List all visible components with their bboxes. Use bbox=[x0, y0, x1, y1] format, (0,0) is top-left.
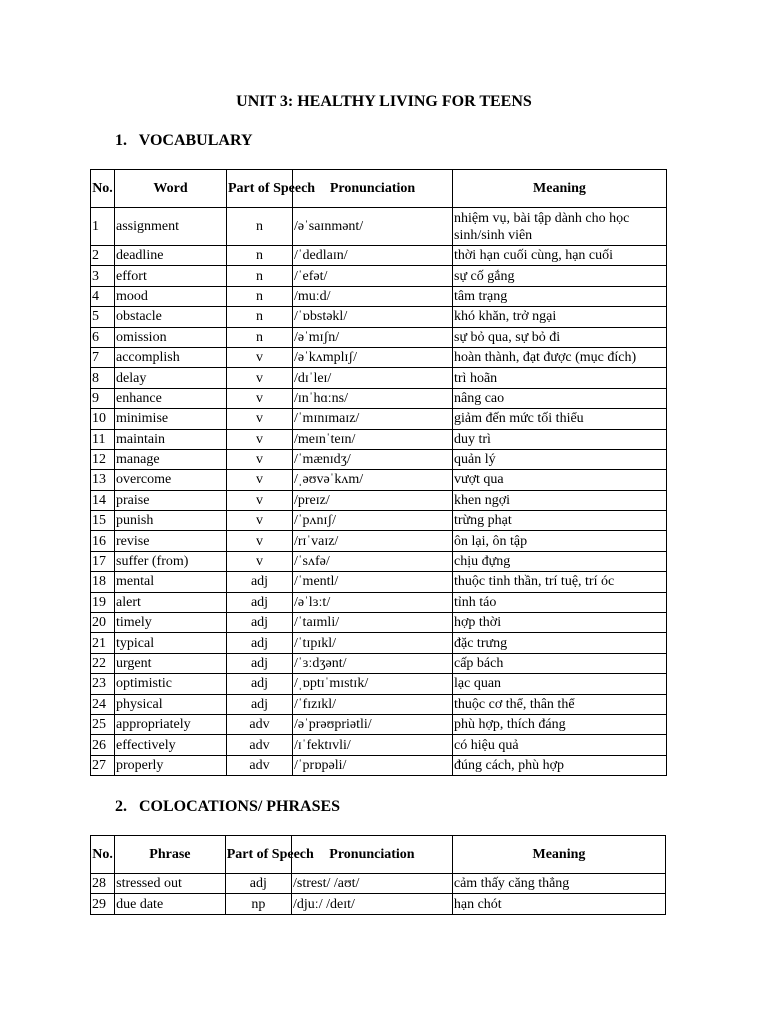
cell-part-of-speech: v bbox=[227, 470, 293, 490]
cell-number: 24 bbox=[91, 694, 115, 714]
cell-word: maintain bbox=[115, 429, 227, 449]
cell-word: optimistic bbox=[115, 674, 227, 694]
table-row bbox=[91, 286, 667, 306]
cell-meaning: tỉnh táo bbox=[453, 592, 667, 612]
cell-number: 22 bbox=[91, 653, 115, 673]
cell-word: obstacle bbox=[115, 307, 227, 327]
cell-meaning: nhiệm vụ, bài tập dành cho học sinh/sinh viên bbox=[453, 208, 667, 246]
cell-word: delay bbox=[115, 368, 227, 388]
cell-phrase: stressed out bbox=[115, 874, 226, 894]
cell-word: deadline bbox=[115, 246, 227, 266]
table-header-row bbox=[91, 170, 667, 208]
cell-meaning: tâm trạng bbox=[453, 286, 667, 306]
cell-meaning: trì hoãn bbox=[453, 368, 667, 388]
cell-word: typical bbox=[115, 633, 227, 653]
table-row bbox=[91, 490, 667, 510]
phrases-table bbox=[90, 835, 666, 915]
cell-word: enhance bbox=[115, 388, 227, 408]
cell-number: 1 bbox=[91, 208, 115, 246]
header-part-of-speech: Part of Speech bbox=[225, 836, 291, 874]
cell-pronunciation: /ˈpʌnɪʃ/ bbox=[293, 511, 453, 531]
cell-pronunciation: /ˈmentl/ bbox=[293, 572, 453, 592]
cell-number: 9 bbox=[91, 388, 115, 408]
header-no: No. bbox=[91, 836, 115, 874]
cell-part-of-speech: adj bbox=[227, 694, 293, 714]
cell-pronunciation: /ˈdedlaɪn/ bbox=[293, 246, 453, 266]
cell-word: punish bbox=[115, 511, 227, 531]
cell-word: praise bbox=[115, 490, 227, 510]
cell-number: 12 bbox=[91, 449, 115, 469]
table-row bbox=[91, 511, 667, 531]
cell-meaning: cấp bách bbox=[453, 653, 667, 673]
cell-meaning: đặc trưng bbox=[453, 633, 667, 653]
cell-meaning: thuộc cơ thể, thân thể bbox=[453, 694, 667, 714]
cell-pronunciation: /ˈmænɪdʒ/ bbox=[293, 449, 453, 469]
cell-number: 25 bbox=[91, 714, 115, 734]
cell-word: suffer (from) bbox=[115, 551, 227, 571]
table-row bbox=[91, 470, 667, 490]
cell-part-of-speech: v bbox=[227, 388, 293, 408]
section-title: COLOCATIONS/ PHRASES bbox=[139, 798, 341, 815]
cell-pronunciation: /ˈprɒpəli/ bbox=[293, 755, 453, 775]
cell-pronunciation: /əˈkʌmplɪʃ/ bbox=[293, 347, 453, 367]
cell-part-of-speech: np bbox=[225, 894, 291, 914]
cell-number: 17 bbox=[91, 551, 115, 571]
cell-part-of-speech: adj bbox=[225, 874, 291, 894]
cell-part-of-speech: v bbox=[227, 449, 293, 469]
table-row bbox=[91, 874, 666, 894]
cell-meaning: sự cố gắng bbox=[453, 266, 667, 286]
cell-meaning: ôn lại, ôn tập bbox=[453, 531, 667, 551]
table-row bbox=[91, 714, 667, 734]
cell-part-of-speech: adj bbox=[227, 633, 293, 653]
cell-part-of-speech: adj bbox=[227, 653, 293, 673]
cell-part-of-speech: v bbox=[227, 511, 293, 531]
table-row bbox=[91, 388, 667, 408]
cell-number: 7 bbox=[91, 347, 115, 367]
cell-meaning: chịu đựng bbox=[453, 551, 667, 571]
cell-number: 5 bbox=[91, 307, 115, 327]
cell-word: mental bbox=[115, 572, 227, 592]
cell-pronunciation: /əˈsaɪnmənt/ bbox=[293, 208, 453, 246]
cell-pronunciation: /muːd/ bbox=[293, 286, 453, 306]
table-row bbox=[91, 633, 667, 653]
cell-part-of-speech: adj bbox=[227, 674, 293, 694]
cell-part-of-speech: adv bbox=[227, 735, 293, 755]
header-pronunciation: Pronunciation bbox=[292, 836, 453, 874]
table-row bbox=[91, 613, 667, 633]
cell-part-of-speech: v bbox=[227, 368, 293, 388]
header-pronunciation: Pronunciation bbox=[293, 170, 453, 208]
table-row bbox=[91, 368, 667, 388]
header-no: No. bbox=[91, 170, 115, 208]
cell-meaning: vượt qua bbox=[453, 470, 667, 490]
cell-number: 29 bbox=[91, 894, 115, 914]
cell-word: minimise bbox=[115, 409, 227, 429]
cell-pronunciation: /ɪˈfektɪvli/ bbox=[293, 735, 453, 755]
cell-part-of-speech: v bbox=[227, 347, 293, 367]
cell-word: effectively bbox=[115, 735, 227, 755]
table-row bbox=[91, 592, 667, 612]
cell-number: 18 bbox=[91, 572, 115, 592]
cell-pronunciation: /ˌəʊvəˈkʌm/ bbox=[293, 470, 453, 490]
cell-meaning: thời hạn cuối cùng, hạn cuối bbox=[453, 246, 667, 266]
cell-pronunciation: /ˈɒbstəkl/ bbox=[293, 307, 453, 327]
cell-part-of-speech: adv bbox=[227, 714, 293, 734]
cell-word: physical bbox=[115, 694, 227, 714]
cell-word: omission bbox=[115, 327, 227, 347]
cell-pronunciation: /əˈmɪʃn/ bbox=[293, 327, 453, 347]
table-header-row bbox=[91, 836, 666, 874]
table-row bbox=[91, 429, 667, 449]
table-row bbox=[91, 449, 667, 469]
table-row bbox=[91, 409, 667, 429]
cell-meaning: quản lý bbox=[453, 449, 667, 469]
cell-part-of-speech: adj bbox=[227, 592, 293, 612]
cell-word: alert bbox=[115, 592, 227, 612]
cell-word: effort bbox=[115, 266, 227, 286]
cell-part-of-speech: v bbox=[227, 409, 293, 429]
header-word: Word bbox=[115, 170, 227, 208]
cell-meaning: sự bỏ qua, sự bỏ đi bbox=[453, 327, 667, 347]
table-row bbox=[91, 246, 667, 266]
cell-meaning: đúng cách, phù hợp bbox=[453, 755, 667, 775]
cell-pronunciation: /ˈefət/ bbox=[293, 266, 453, 286]
cell-meaning: khen ngợi bbox=[453, 490, 667, 510]
page-title: UNIT 3: HEALTHY LIVING FOR TEENS bbox=[236, 93, 532, 110]
cell-part-of-speech: adv bbox=[227, 755, 293, 775]
cell-pronunciation: /ˌɒptɪˈmɪstɪk/ bbox=[293, 674, 453, 694]
cell-part-of-speech: v bbox=[227, 531, 293, 551]
cell-pronunciation: /strest/ /aʊt/ bbox=[292, 874, 453, 894]
table-row bbox=[91, 694, 667, 714]
cell-part-of-speech: v bbox=[227, 551, 293, 571]
cell-meaning: có hiệu quả bbox=[453, 735, 667, 755]
cell-meaning: phù hợp, thích đáng bbox=[453, 714, 667, 734]
cell-pronunciation: /ˈtaɪmli/ bbox=[293, 613, 453, 633]
cell-part-of-speech: n bbox=[227, 327, 293, 347]
table-row bbox=[91, 755, 667, 775]
cell-part-of-speech: adj bbox=[227, 572, 293, 592]
header-meaning: Meaning bbox=[453, 170, 667, 208]
table-row bbox=[91, 307, 667, 327]
table-row bbox=[91, 572, 667, 592]
table-row bbox=[91, 208, 667, 246]
cell-number: 28 bbox=[91, 874, 115, 894]
cell-word: overcome bbox=[115, 470, 227, 490]
cell-pronunciation: /djuː/ /deɪt/ bbox=[292, 894, 453, 914]
table-row bbox=[91, 735, 667, 755]
cell-number: 3 bbox=[91, 266, 115, 286]
section-number: 2. bbox=[115, 798, 127, 815]
cell-part-of-speech: n bbox=[227, 266, 293, 286]
cell-pronunciation: /rɪˈvaɪz/ bbox=[293, 531, 453, 551]
cell-word: manage bbox=[115, 449, 227, 469]
cell-meaning: hạn chót bbox=[452, 894, 665, 914]
cell-word: timely bbox=[115, 613, 227, 633]
cell-number: 10 bbox=[91, 409, 115, 429]
header-phrase: Phrase bbox=[115, 836, 226, 874]
section-title: VOCABULARY bbox=[138, 132, 253, 149]
cell-meaning: nâng cao bbox=[453, 388, 667, 408]
table-row bbox=[91, 894, 666, 914]
cell-word: mood bbox=[115, 286, 227, 306]
cell-number: 11 bbox=[91, 429, 115, 449]
cell-meaning: cảm thấy căng thẳng bbox=[452, 874, 665, 894]
table-row bbox=[91, 551, 667, 571]
cell-pronunciation: /əˈprəʊpriətli/ bbox=[293, 714, 453, 734]
cell-number: 21 bbox=[91, 633, 115, 653]
cell-word: accomplish bbox=[115, 347, 227, 367]
cell-meaning: khó khăn, trở ngại bbox=[453, 307, 667, 327]
cell-number: 4 bbox=[91, 286, 115, 306]
cell-number: 6 bbox=[91, 327, 115, 347]
cell-number: 14 bbox=[91, 490, 115, 510]
cell-number: 13 bbox=[91, 470, 115, 490]
cell-word: revise bbox=[115, 531, 227, 551]
section-number: 1. bbox=[115, 132, 127, 149]
header-part-of-speech: Part of Speech bbox=[227, 170, 293, 208]
cell-part-of-speech: n bbox=[227, 208, 293, 246]
cell-word: assignment bbox=[115, 208, 227, 246]
cell-meaning: hợp thời bbox=[453, 613, 667, 633]
cell-part-of-speech: v bbox=[227, 429, 293, 449]
cell-part-of-speech: n bbox=[227, 246, 293, 266]
cell-number: 27 bbox=[91, 755, 115, 775]
table-row bbox=[91, 674, 667, 694]
cell-number: 2 bbox=[91, 246, 115, 266]
cell-part-of-speech: v bbox=[227, 490, 293, 510]
cell-number: 15 bbox=[91, 511, 115, 531]
cell-part-of-speech: adj bbox=[227, 613, 293, 633]
cell-pronunciation: /ˈsʌfə/ bbox=[293, 551, 453, 571]
section-heading-collocations bbox=[115, 798, 340, 816]
table-row bbox=[91, 347, 667, 367]
cell-meaning: hoàn thành, đạt được (mục đích) bbox=[453, 347, 667, 367]
cell-pronunciation: /meɪnˈteɪn/ bbox=[293, 429, 453, 449]
cell-number: 20 bbox=[91, 613, 115, 633]
cell-pronunciation: /ɪnˈhɑːns/ bbox=[293, 388, 453, 408]
cell-meaning: lạc quan bbox=[453, 674, 667, 694]
cell-number: 19 bbox=[91, 592, 115, 612]
cell-part-of-speech: n bbox=[227, 286, 293, 306]
cell-pronunciation: /əˈlɜːt/ bbox=[293, 592, 453, 612]
cell-meaning: giảm đến mức tối thiểu bbox=[453, 409, 667, 429]
cell-pronunciation: /ˈɜːdʒənt/ bbox=[293, 653, 453, 673]
cell-pronunciation: /preɪz/ bbox=[293, 490, 453, 510]
cell-meaning: duy trì bbox=[453, 429, 667, 449]
cell-word: appropriately bbox=[115, 714, 227, 734]
table-row bbox=[91, 531, 667, 551]
cell-pronunciation: /ˈmɪnɪmaɪz/ bbox=[293, 409, 453, 429]
cell-pronunciation: /ˈfɪzɪkl/ bbox=[293, 694, 453, 714]
cell-number: 16 bbox=[91, 531, 115, 551]
cell-pronunciation: /ˈtɪpɪkl/ bbox=[293, 633, 453, 653]
section-heading-vocabulary bbox=[115, 132, 253, 150]
vocabulary-table bbox=[90, 169, 667, 776]
cell-number: 8 bbox=[91, 368, 115, 388]
table-row bbox=[91, 653, 667, 673]
cell-meaning: trừng phạt bbox=[453, 511, 667, 531]
cell-meaning: thuộc tinh thần, trí tuệ, trí óc bbox=[453, 572, 667, 592]
cell-pronunciation: /dɪˈleɪ/ bbox=[293, 368, 453, 388]
cell-word: properly bbox=[115, 755, 227, 775]
cell-number: 23 bbox=[91, 674, 115, 694]
cell-word: urgent bbox=[115, 653, 227, 673]
cell-phrase: due date bbox=[115, 894, 226, 914]
cell-number: 26 bbox=[91, 735, 115, 755]
cell-part-of-speech: n bbox=[227, 307, 293, 327]
table-row bbox=[91, 266, 667, 286]
header-meaning: Meaning bbox=[452, 836, 665, 874]
table-row bbox=[91, 327, 667, 347]
